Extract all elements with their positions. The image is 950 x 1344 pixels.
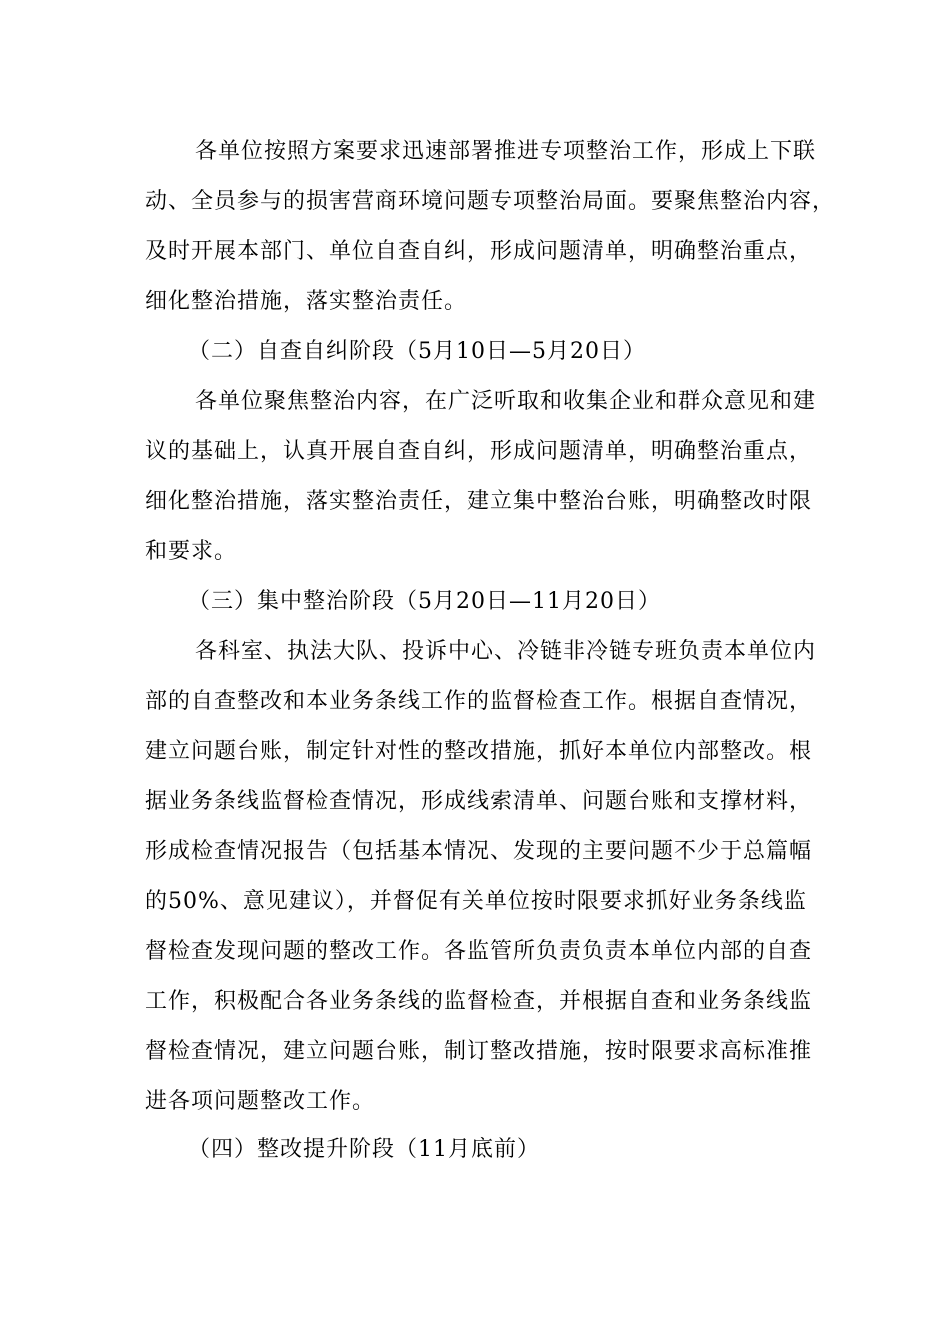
- paragraph-3-line-10: 进各项问题整改工作。: [145, 1089, 376, 1114]
- paragraph-1-line-2: 动、全员参与的损害营商环境问题专项整治局面。要聚焦整治内容，: [145, 189, 836, 214]
- paragraph-1-line-1: 各单位按照方案要求迅速部署推进专项整治工作，形成上下联: [195, 139, 817, 164]
- paragraph-3-line-8: 工作，积极配合各业务条线的监督检查，并根据自查和业务条线监: [145, 989, 813, 1014]
- paragraph-2-line-1: 各单位聚焦整治内容，在广泛听取和收集企业和群众意见和建: [195, 389, 817, 414]
- paragraph-3-line-3: 建立问题台账，制定针对性的整改措施，抓好本单位内部整改。根: [145, 739, 813, 764]
- paragraph-3-line-9: 督检查情况，建立问题台账，制订整改措施，按时限要求高标准推: [145, 1039, 813, 1064]
- paragraph-2-line-4: 和要求。: [145, 539, 238, 564]
- paragraph-3-line-6: 的50%、意见建议），并督促有关单位按时限要求抓好业务条线监: [145, 889, 807, 914]
- paragraph-2-line-2: 议的基础上，认真开展自查自纠，形成问题清单，明确整治重点，: [145, 439, 813, 464]
- paragraph-3-line-7: 督检查发现问题的整改工作。各监管所负责负责本单位内部的自查: [145, 939, 813, 964]
- paragraph-1-line-4: 细化整治措施，落实整治责任。: [145, 289, 468, 314]
- section-heading-4: （四）整改提升阶段（11月底前）: [188, 1137, 540, 1162]
- paragraph-3-line-1: 各科室、执法大队、投诉中心、冷链非冷链专班负责本单位内: [195, 639, 817, 664]
- paragraph-3-line-2: 部的自查整改和本业务条线工作的监督检查工作。根据自查情况，: [145, 689, 813, 714]
- paragraph-1-line-3: 及时开展本部门、单位自查自纠，形成问题清单，明确整治重点，: [145, 239, 813, 264]
- paragraph-2-line-3: 细化整治措施，落实整治责任，建立集中整治台账，明确整改时限: [145, 489, 813, 514]
- section-heading-3: （三）集中整治阶段（5月20日—11月20日）: [188, 589, 661, 614]
- paragraph-3-line-4: 据业务条线监督检查情况，形成线索清单、问题台账和支撑材料，: [145, 789, 813, 814]
- paragraph-3-line-5: 形成检查情况报告（包括基本情况、发现的主要问题不少于总篇幅: [145, 839, 813, 864]
- section-heading-2: （二）自查自纠阶段（5月10日—5月20日）: [188, 339, 646, 364]
